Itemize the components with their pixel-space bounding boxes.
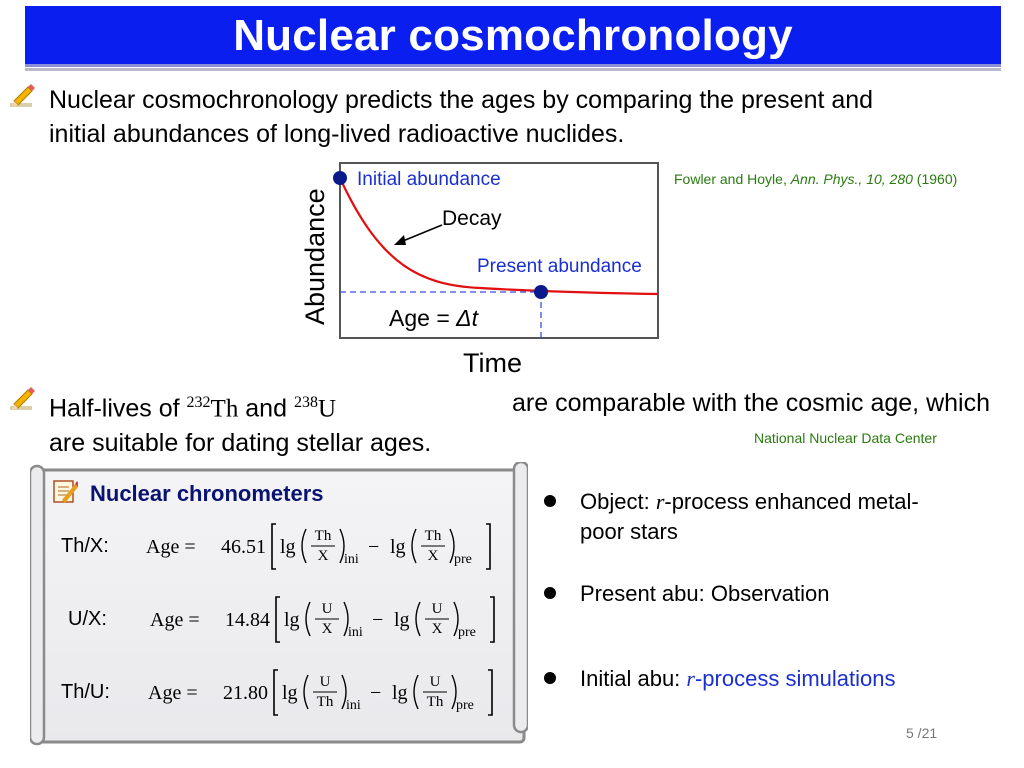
bullet2-t1: Half-lives of xyxy=(49,394,187,423)
chronometers-heading: Nuclear chronometers xyxy=(90,481,324,506)
th-symbol: Th xyxy=(210,395,239,423)
formula-lhs: Age = xyxy=(150,609,200,631)
bullet2-text xyxy=(49,386,990,460)
note-object-rest2: poor stars xyxy=(580,519,678,544)
present-abundance-point xyxy=(534,285,548,299)
bullet2-line2: are suitable for dating stellar ages. xyxy=(49,429,432,458)
age-delta-t: Δt xyxy=(456,305,478,331)
minus-sign: − xyxy=(372,609,384,631)
formula-coefficient: 14.84 xyxy=(225,609,270,631)
formula-coefficient: 46.51 xyxy=(221,536,266,558)
left-bracket xyxy=(272,524,276,569)
left-paren xyxy=(416,602,420,636)
note-object xyxy=(580,487,1000,547)
th-mass-number: 232 xyxy=(186,394,211,411)
left-bracket xyxy=(276,597,280,642)
reference-nndc: National Nuclear Data Center xyxy=(754,430,937,446)
ratio-numerator: Th xyxy=(424,528,442,544)
ratio-numerator: U xyxy=(321,601,333,617)
pencil-icon xyxy=(10,386,36,412)
u-symbol: U xyxy=(317,395,336,423)
initial-abundance-label: Initial abundance xyxy=(357,169,501,190)
subscript-ini: ini xyxy=(346,698,361,713)
ratio-numerator: Th xyxy=(314,528,332,544)
subscript-ini: ini xyxy=(344,552,359,567)
slide-title: Nuclear cosmochronology xyxy=(233,11,793,60)
present-abundance-label: Present abundance xyxy=(477,256,642,277)
subscript-pre: pre xyxy=(458,625,476,640)
note-present: Present abu: Observation xyxy=(580,581,830,606)
left-paren xyxy=(414,675,418,709)
ratio-numerator: U xyxy=(429,674,441,690)
ratio-denominator: Th xyxy=(316,694,334,710)
formula-lhs: Age = xyxy=(148,682,198,704)
minus-sign: − xyxy=(368,536,380,558)
bullet1-text xyxy=(49,83,1009,151)
subscript-ini: ini xyxy=(348,625,363,640)
right-bracket xyxy=(488,670,492,715)
reference-journal: Ann. Phys., 10, 280 xyxy=(790,171,913,187)
decay-diagram xyxy=(290,155,670,385)
title-underline xyxy=(25,68,1001,71)
lg-operator: lg xyxy=(284,609,300,631)
bullet1-line1: Nuclear cosmochronology predicts the ages by comparing the present and xyxy=(49,86,874,114)
ratio-denominator: X xyxy=(321,621,333,637)
page-number: 5 /21 xyxy=(906,725,938,741)
note-initial xyxy=(580,664,895,694)
left-paren xyxy=(306,602,310,636)
minus-sign: − xyxy=(370,682,382,704)
age-formula xyxy=(150,592,510,648)
bullet-dot xyxy=(544,495,556,507)
u-mass-number: 238 xyxy=(293,394,318,411)
time-axis-label: Time xyxy=(463,348,522,378)
reference-fowler-hoyle xyxy=(674,171,957,187)
bullet2-half-lives xyxy=(49,386,336,426)
reference-year: (1960) xyxy=(912,171,958,187)
ratio-denominator: X xyxy=(427,548,439,564)
lg-operator: lg xyxy=(280,536,296,558)
bullet-dot xyxy=(544,587,556,599)
formula-lhs: Age = xyxy=(146,536,196,558)
left-bracket xyxy=(274,670,278,715)
right-bracket xyxy=(490,597,494,642)
bullet-dot xyxy=(544,672,556,684)
initial-abundance-point xyxy=(333,171,347,185)
subscript-pre: pre xyxy=(454,552,472,567)
ratio-denominator: X xyxy=(317,548,329,564)
ratio-numerator: U xyxy=(431,601,443,617)
title-bar xyxy=(25,6,1001,64)
lg-operator: lg xyxy=(392,682,408,704)
pencil-icon xyxy=(10,83,36,109)
bullet2-line1 xyxy=(49,386,990,426)
formula-coefficient: 21.80 xyxy=(223,682,268,704)
age-formula xyxy=(146,519,506,575)
age-label-text: Age = xyxy=(389,305,457,331)
left-paren xyxy=(304,675,308,709)
reference-authors: Fowler and Hoyle, xyxy=(674,171,791,187)
note-initial-rest: -process simulations xyxy=(694,666,896,691)
formula-label: Th/X: xyxy=(61,535,109,557)
formula-label: U/X: xyxy=(68,608,107,630)
note-initial-prefix: Initial abu: xyxy=(580,666,687,691)
abundance-axis-label: Abundance xyxy=(300,188,330,325)
lg-operator: lg xyxy=(390,536,406,558)
note-r-italic: r xyxy=(686,666,695,691)
ratio-numerator: U xyxy=(319,674,331,690)
age-formula xyxy=(148,665,508,721)
left-paren xyxy=(302,529,306,563)
lg-operator: lg xyxy=(394,609,410,631)
right-bracket xyxy=(486,524,490,569)
note-object-prefix: Object: xyxy=(580,489,656,514)
ratio-denominator: X xyxy=(431,621,443,637)
ratio-denominator: Th xyxy=(426,694,444,710)
bullet2-t2: and xyxy=(238,394,294,423)
decay-label: Decay xyxy=(442,207,502,230)
age-label xyxy=(389,305,480,331)
formula-label: Th/U: xyxy=(61,681,110,703)
bullet2-t3: are comparable with the cosmic age, which xyxy=(511,389,990,417)
note-r-italic: r xyxy=(655,489,665,514)
note-object-rest1: -process enhanced metal- xyxy=(664,489,919,514)
lg-operator: lg xyxy=(282,682,298,704)
subscript-pre: pre xyxy=(456,698,474,713)
bullet1-line2: initial abundances of long-lived radioactive nuclides. xyxy=(49,120,625,148)
left-paren xyxy=(412,529,416,563)
notebook-icon xyxy=(52,478,78,504)
